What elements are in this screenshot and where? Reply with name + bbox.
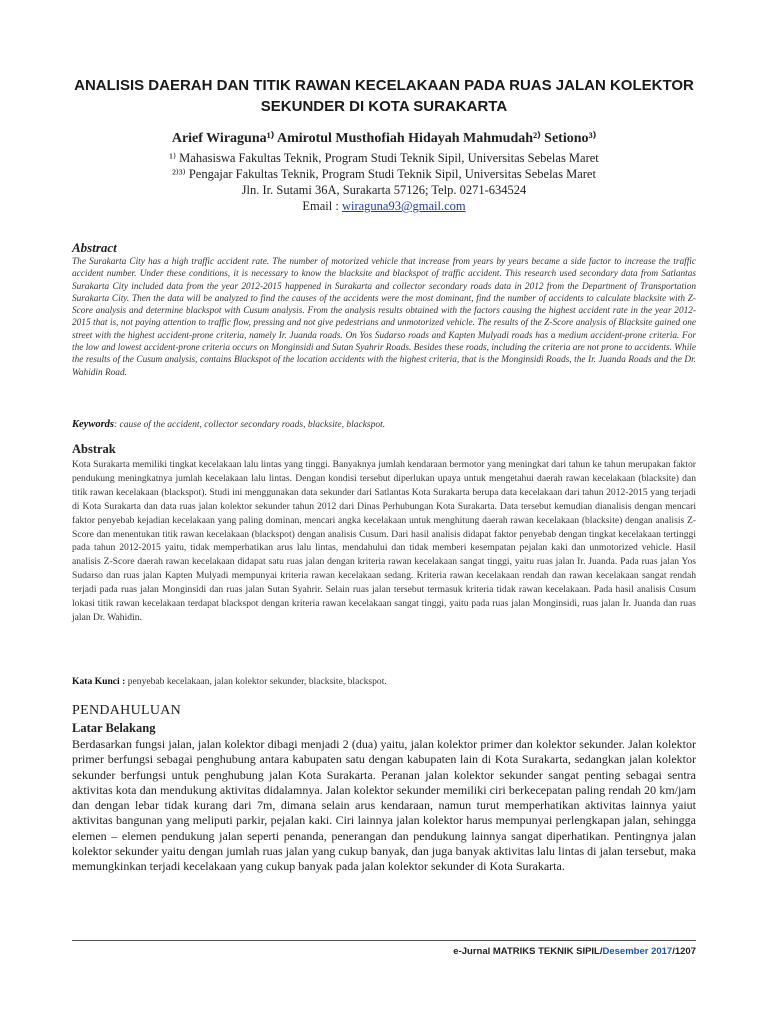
page-footer: [453, 946, 696, 957]
body-paragraph: Berdasarkan fungsi jalan, jalan kolektor dibagi menjadi 2 (dua) yaitu, jalan kolektor primer dan kolektor sekunder. Jalan kolektor primer berfungsi sebagai penghubung antara kabupaten satu dengan kabupaten lain di Kota Surakarta, sedangkan jalan kolektor sekunder berfungsi untuk penghubung jalan Kota Surakarta. Peranan jalan kolektor sekunder sangat penting sebagai sentra aktivitas kota dan mendukung aktivitas didalamnya. Jalan kolektor sekunder memiliki ciri berkecepatan paling rendah 20 km/jam dan dengan lebar tidak kurang dari 7m, dimana selain arus kendaraan, namun turut memperhatikan aktivitas lainnya yaiut aktivitas bangunan yang meliputi parkir, pejalan kaki. Ciri lainnya jalan kolektor harus mempunyai perlengkapan jalan, sehingga elemen – elemen pendukung jalan seperti penanda, penerangan dan pendukung lainnya sangat diperhatikan. Pentingnya jalan kolektor sekunder yaitu dengan jumlah ruas jalan yang cukup banyak, dan juga banyak aktivitas lalu lintas di jalan tersebut, maka memungkinkan terjadi kecelakaan yang cukup banyak pada jalan kolektor sekunder di Kota Surakarta.: [72, 737, 696, 874]
email-link[interactable]: wiraguna93@gmail.com: [341, 199, 466, 213]
email-line: [60, 198, 708, 214]
footer-journal: e-Jurnal MATRIKS TEKNIK SIPIL/: [453, 946, 603, 957]
abstract-heading: Abstract: [72, 240, 117, 255]
keywords-text: : cause of the accident, collector secondary roads, blacksite, blackspot.: [114, 420, 386, 430]
email-label: Email :: [302, 199, 342, 213]
footer-date: Desember 2017: [602, 946, 673, 957]
footer-rule: [72, 940, 696, 941]
kata-kunci-label: Kata Kunci :: [72, 676, 126, 687]
affiliation-address: Jln. Ir. Sutami 36A, Surakarta 57126; Telp. 0271-634524: [241, 183, 527, 197]
author-list: Arief Wiraguna¹⁾ Amirotul Musthofiah Hidayah Mahmudah²⁾ Setiono³⁾: [171, 131, 597, 146]
abstrak-heading: Abstrak: [72, 442, 116, 456]
abstrak-text: Kota Surakarta memiliki tingkat kecelakaan lalu lintas yang tinggi. Banyaknya jumlah kendaraan bermotor yang meningkat dari tahun ke tahun merupakan faktor pendukung meningkatnya jumlah kecelakaan lalu lintas. Dengan kondisi tersebut diperlukan upaya untuk mengetahui daerah rawan kecelakaan (blacksite) dan titik rawan kecelakaan (blackspot). Studi ini menggunakan data sekunder dari Satlantas Kota Surakarta berupa data kecelakaan dari tahun 2012-2015 yang terjadi di Kota Surakarta dan data ruas jalan kolektor sekunder tahun 2012 dari Dinas Perhubungan Kota Surakarta. Data tersebut kemudian dianalisis dengan mencari faktor penyebab kejadian kecelakaan yang paling dominan, mencari angka kecelakaan untuk menghitung daerah rawan kecelakaan (blacksite) dengan analisis Z-Score dan menentukan titik rawan kecelakaan (blackspot) dengan analisis Cusum. Dari hasil analisis didapat faktor penyebab dengan tingkat kecelakaan tertinggi pada tahun 2012-2015 yaitu, tidak memperhatikan arus lalu lintas, mendahului dan tidak memberi kesempatan pejalan kaki dan unmotorized vehicle. Hasil analisis Z-Score daerah rawan kecelakaan didapat satu ruas jalan dengan kriteria rawan kecelakaan sangat tinggi, yaitu ruas jalan Ir. Juanda. Pada ruas jalan Yos Sudarso dan ruas jalan Kapten Mulyadi mempunyai kriteria rawan kecelakaan sedang. Kriteria rawan kecelakaan rendah dan rawan kecelakaan sangat rendah terjadi pada ruas jalan Monginsidi dan ruas jalan Sutan Syahrir. Selain ruas jalan tersebut termasuk kriteria tidak rawan kecelakaan. Pada hasil analisis Cusum lokasi titik rawan kecelakaan terdapat blackspot dengan kriteria rawan kecelakaan sangat tinggi, yaitu pada ruas jalan Monginsidi, ruas jalan Ir. Juanda dan ruas jalan Dr. Wahidin.: [72, 459, 696, 623]
affiliation-1: ¹⁾ Mahasiswa Fakultas Teknik, Program Studi Teknik Sipil, Universitas Sebelas Maret: [169, 151, 599, 165]
footer-page-number: /1207: [672, 946, 696, 957]
subsection-heading: Latar Belakang: [72, 721, 156, 735]
affiliation-2: ²⁾³⁾ Pengajar Fakultas Teknik, Program Studi Teknik Sipil, Universitas Sebelas Maret: [172, 167, 596, 181]
kata-kunci-text: penyebab kecelakaan, jalan kolektor sekunder, blacksite, blackspot.: [125, 676, 387, 687]
abstract-text: The Surakarta City has a high traffic accident rate. The number of motorized vehicle that increase from years by years became a side factor to increase the traffic accident number. Under these conditions, it is necessary to know the blacksite and blackspot of traffic accident. This research used secondary data from Satlantas Surakarta City included data from the year 2012-2015 happened in Surakarta and collector secondary roads data in 2012 from the Department of Transportation Surakarta City. Then the data will be analyzed to find the causes of the accidents were the most dominant, find the number of accidents to calculate blacksite with Z-Score analysis and determine blackspot with Cusum analysis. From the analysis results obtained with the factors causing the highest accident rate in the year 2012-2015 that is, not paying attention to traffic flow, pressing and not give pedestrians and unmotorized vehicle. The results of the Z-Score analysis of Blacksite gained one street with the highest accident-prone criteria, namely Ir. Juanda roads. On Yos Sudarso roads and Kapten Mulyadi roads has a medium accident-prone criteria. For the low and lowest accident-prone criteria occurs on Monginsidi and Sutan Syahrir Roads. Besides these roads, including the criteria are not prone to accidents. While the results of the Cusum analysis, contains Blackspot of the location accidents with the highest criteria, that is the Monginsidi Roads, the Ir. Juanda Roads and the Dr. Wahidin Road.: [72, 257, 696, 378]
kata-kunci-line: [72, 676, 696, 687]
section-heading: PENDAHULUAN: [72, 703, 182, 718]
keywords-line: [72, 419, 696, 430]
paper-title: ANALISIS DAERAH DAN TITIK RAWAN KECELAKAAN PADA RUAS JALAN KOLEKTOR SEKUNDER DI KOTA SURAKARTA: [74, 77, 694, 115]
keywords-label: Keywords: [72, 419, 114, 430]
